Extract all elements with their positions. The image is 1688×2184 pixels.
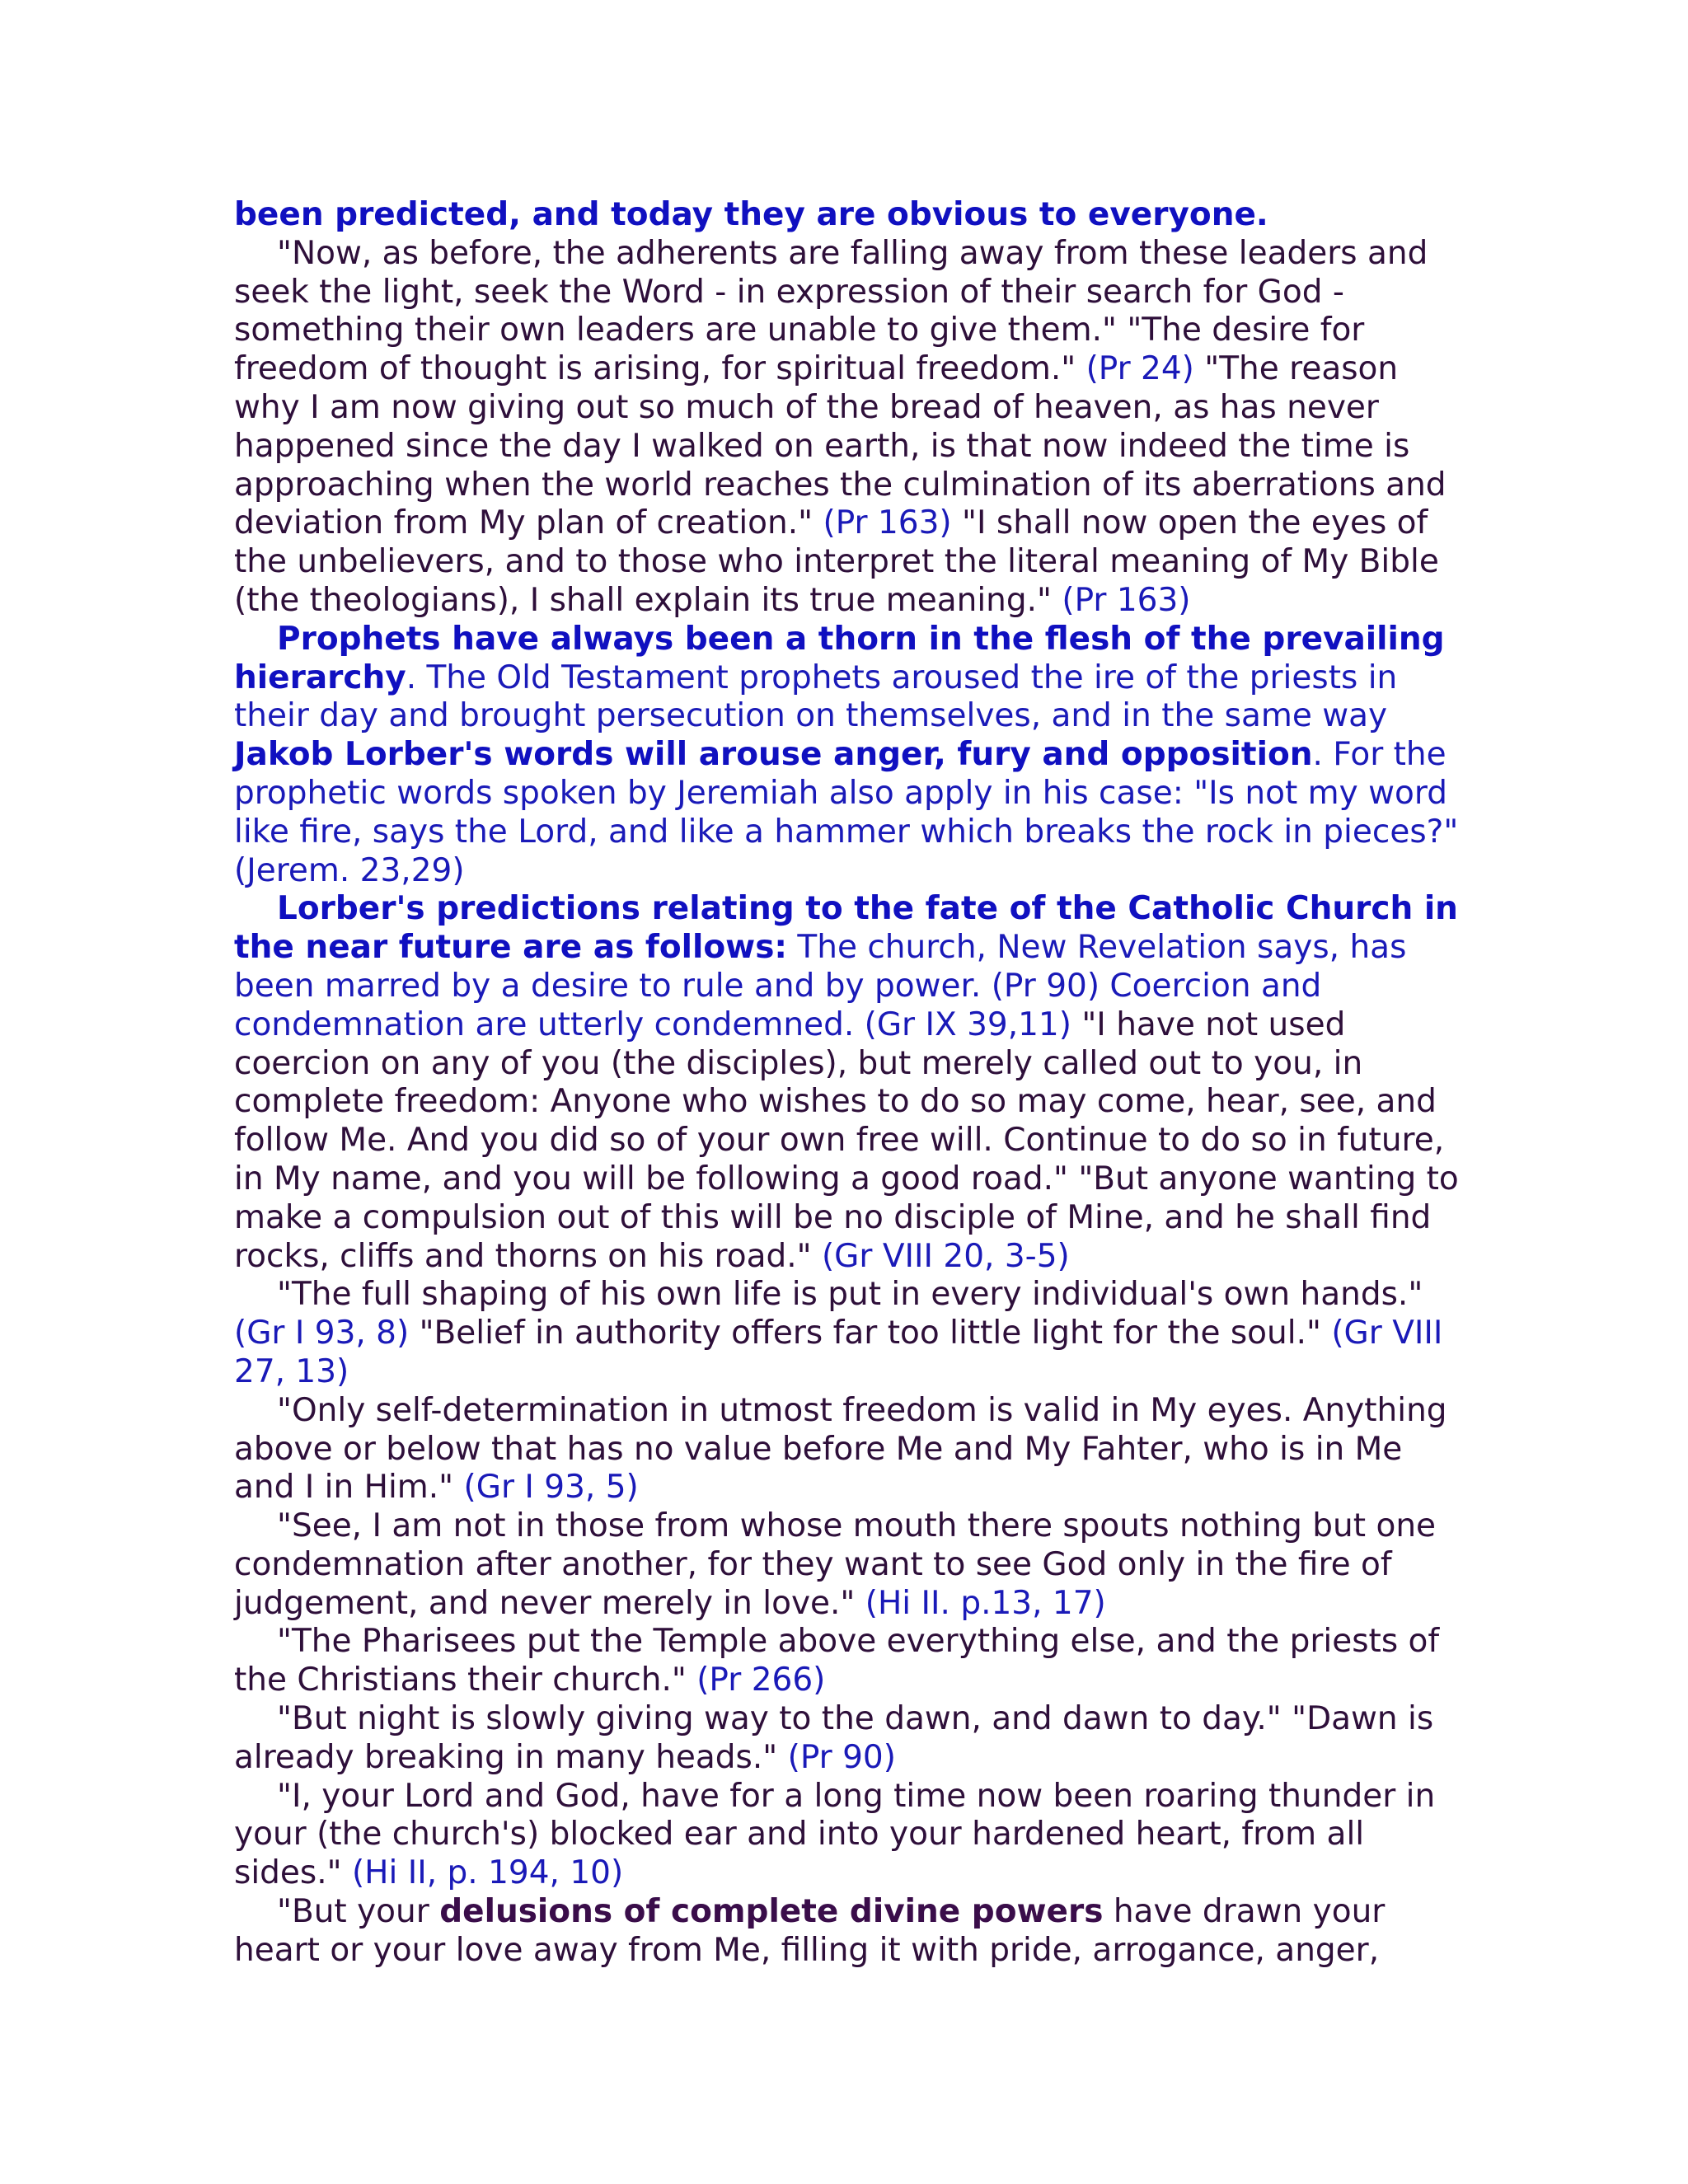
emphasis-text: Jakob Lorber's words will arouse anger, fury and opposition [234, 736, 1313, 774]
paragraph [234, 1700, 1470, 1778]
reference-text: The church, New Revelation says, has been marred by a desire to rule and by power. (Pr 90) Coercion and condemnation are utterly condemned. (Gr IX 39,11) [234, 929, 1407, 1043]
reference-text: (Hi II, p. 194, 10) [351, 1854, 624, 1892]
reference-text: (Gr I 93, 5) [463, 1469, 639, 1507]
paragraph [234, 1893, 1470, 1971]
paragraph [234, 1392, 1470, 1507]
paragraph [234, 1507, 1470, 1623]
body-text: "The full shaping of his own life is put in every individual's own hands." [277, 1276, 1423, 1314]
reference-text: (Hi II. p.13, 17) [865, 1584, 1106, 1622]
reference-text: (Pr 163) [823, 504, 952, 542]
paragraph [234, 1276, 1470, 1391]
paragraph [234, 196, 1470, 235]
body-text: "I, your Lord and God, have for a long time now been roaring thunder in your (the church's) blocked ear and into your hardened heart, from all sides." [234, 1777, 1436, 1892]
reference-text: (Pr 163) [1062, 581, 1191, 619]
reference-text: . For the prophetic words spoken by Jeremiah also apply in his case: "Is not my word like fire, says the Lord, and like a hammer which breaks the rock in pieces?" (Jerem. 23,29) [234, 736, 1459, 889]
paragraph [234, 235, 1470, 621]
emphasis-text: delusions of complete divine powers [439, 1893, 1104, 1931]
reference-text: (Pr 24) [1085, 350, 1194, 388]
paragraph [234, 890, 1470, 1276]
reference-text: (Gr VIII 20, 3-5) [821, 1237, 1070, 1275]
body-text: "See, I am not in those from whose mouth there spouts nothing but one condemnation after another, for they want to see God only in the fire of judgement, and never merely in love." [234, 1507, 1437, 1622]
body-text: "Belief in authority offers far too little light for the soul." [409, 1315, 1332, 1352]
body-text: "Only self-determination in utmost freedom is valid in My eyes. Anything above or below that has no value before Me and My Fahter, who is in Me and I in Him." [234, 1391, 1447, 1507]
paragraph [234, 1778, 1470, 1893]
body-text: "Now, as before, the adherents are falling away from these leaders and seek the light, seek the Word - in expression of their search for God - something their own leaders are unable to give them." "The desire for freedom of thought is arising, for spiritual freedom." [234, 234, 1428, 388]
paragraph [234, 621, 1470, 891]
reference-text: (Gr VIII 27, 13) [234, 1315, 1443, 1390]
body-text: "The reason why I am now giving out so much of the bread of heaven, as has never happened since the day I walked on earth, is that now indeed the time is approaching when the world reaches the culmination of its aberrations and deviation from My plan of creation." [234, 350, 1447, 542]
reference-text: (Gr I 93, 8) [234, 1315, 410, 1352]
paragraph [234, 1623, 1470, 1700]
body-text: "But night is slowly giving way to the dawn, and dawn to day." "Dawn is already breaking in many heads." [234, 1700, 1434, 1776]
reference-text: (Pr 90) [787, 1738, 896, 1776]
reference-text: (Pr 266) [696, 1661, 826, 1699]
body-text: "The Pharisees put the Temple above everything else, and the priests of the Christians their church." [234, 1623, 1440, 1699]
emphasis-text: Prophets have always been a thorn in the flesh of the prevailing hierarchy [234, 620, 1445, 696]
body-text: have drawn your heart or your love away from Me, filling it with pride, arrogance, anger, [234, 1893, 1386, 1969]
body-text: "I have not used coercion on any of you (the disciples), but merely called out to you, in complete freedom: Anyone who wishes to do so may come, hear, see, and follow Me. And you did so of your own free will. Continue to do so in future, in My name, and you will be following a good road." "But anyone wanting to make a compulsion out of this will be no disciple of Mine, and he shall find rocks, cliffs and thorns on his road." [234, 1005, 1459, 1275]
document-page [234, 196, 1470, 1971]
reference-text: . The Old Testament prophets aroused the ire of the priests in their day and brought persecution on themselves, and in the same way [234, 658, 1398, 735]
emphasis-text: Lorber's predictions relating to the fate of the Catholic Church in the near future are as follows: [234, 890, 1458, 967]
emphasis-text: been predicted, and today they are obvious to everyone. [234, 196, 1268, 233]
body-text: "But your [277, 1893, 440, 1931]
body-text: "I shall now open the eyes of the unbelievers, and to those who interpret the literal meaning of My Bible (the theologians), I shall explain its true meaning." [234, 504, 1439, 619]
